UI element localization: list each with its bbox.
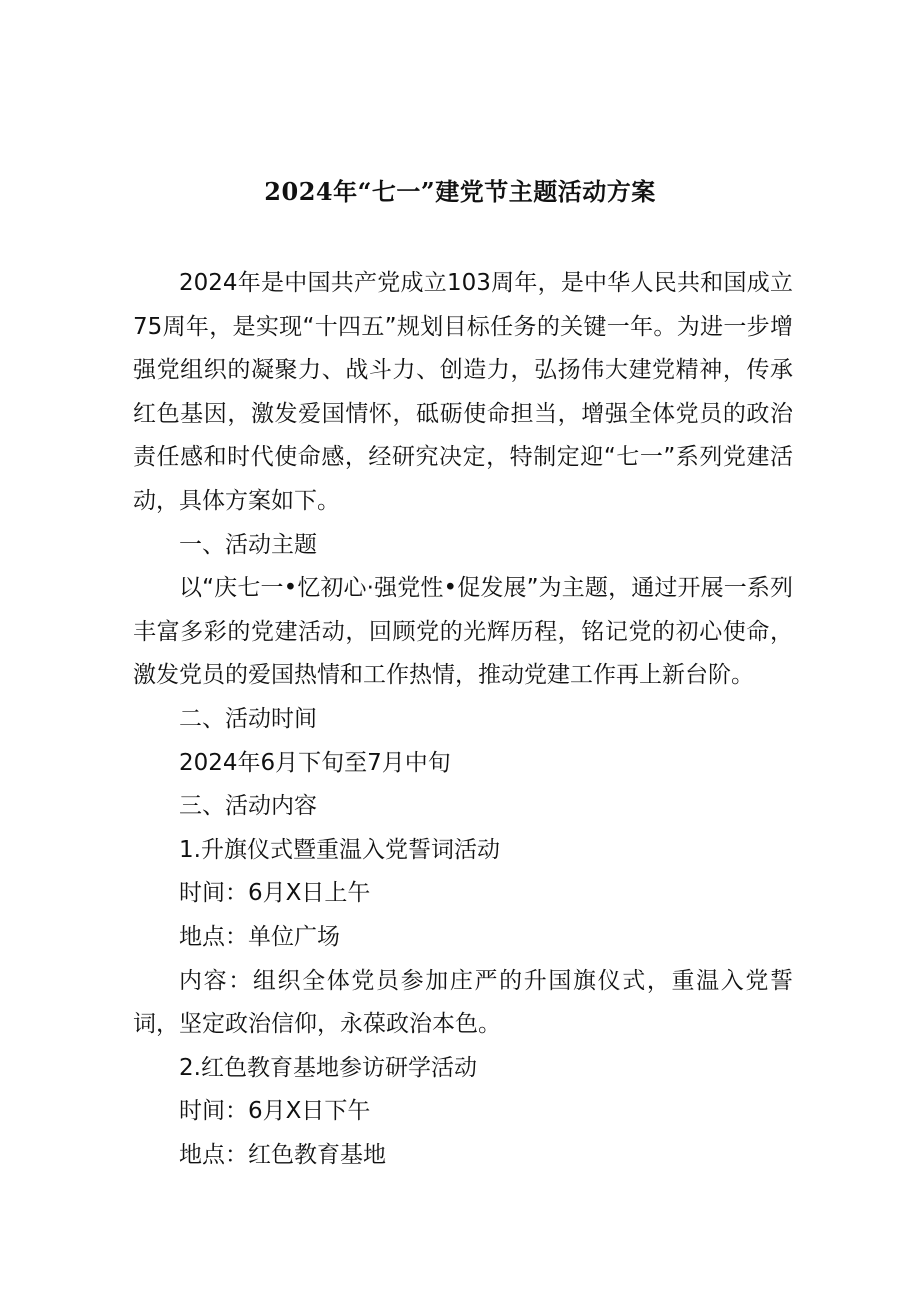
- activity-2-time: 时间：6月X日下午: [179, 1098, 371, 1125]
- activity-2-location: 地点：红色教育基地: [179, 1141, 386, 1168]
- section-heading-content: 三、活动内容: [179, 793, 317, 820]
- document-body: [133, 262, 793, 1177]
- theme-paragraph: 以“庆七一•忆初心·强党性•促发展”为主题，通过开展一系列丰富多彩的党建活动，回顾党的光辉历程，铭记党的初心使命，激发党员的爱国热情和工作热情，推动党建工作再上新台阶。: [133, 575, 793, 689]
- time-paragraph: 2024年6月下旬至7月中旬: [179, 749, 451, 776]
- section-heading-theme: 一、活动主题: [179, 531, 317, 558]
- activity-1-title: 1.升旗仪式暨重温入党誓词活动: [179, 836, 500, 863]
- intro-paragraph: 2024年是中国共产党成立103周年，是中华人民共和国成立75周年，是实现“十四五”规划目标任务的关键一年。为进一步增强党组织的凝聚力、战斗力、创造力，弘扬伟大建党精神，传承红色基因，激发爱国情怀，砥砺使命担当，增强全体党员的政治责任感和时代使命感，经研究决定，特制定迎“七一”系列党建活动，具体方案如下。: [133, 270, 793, 514]
- activity-1-content: 内容：组织全体党员参加庄严的升国旗仪式，重温入党誓词，坚定政治信仰，永葆政治本色。: [133, 967, 793, 1038]
- activity-2-title: 2.红色教育基地参访研学活动: [179, 1054, 477, 1081]
- activity-1-time: 时间：6月X日上午: [179, 880, 371, 907]
- section-heading-time: 二、活动时间: [179, 705, 317, 732]
- activity-1-location: 地点：单位广场: [179, 923, 340, 950]
- document-title: 2024年“七一”建党节主题活动方案: [264, 177, 656, 206]
